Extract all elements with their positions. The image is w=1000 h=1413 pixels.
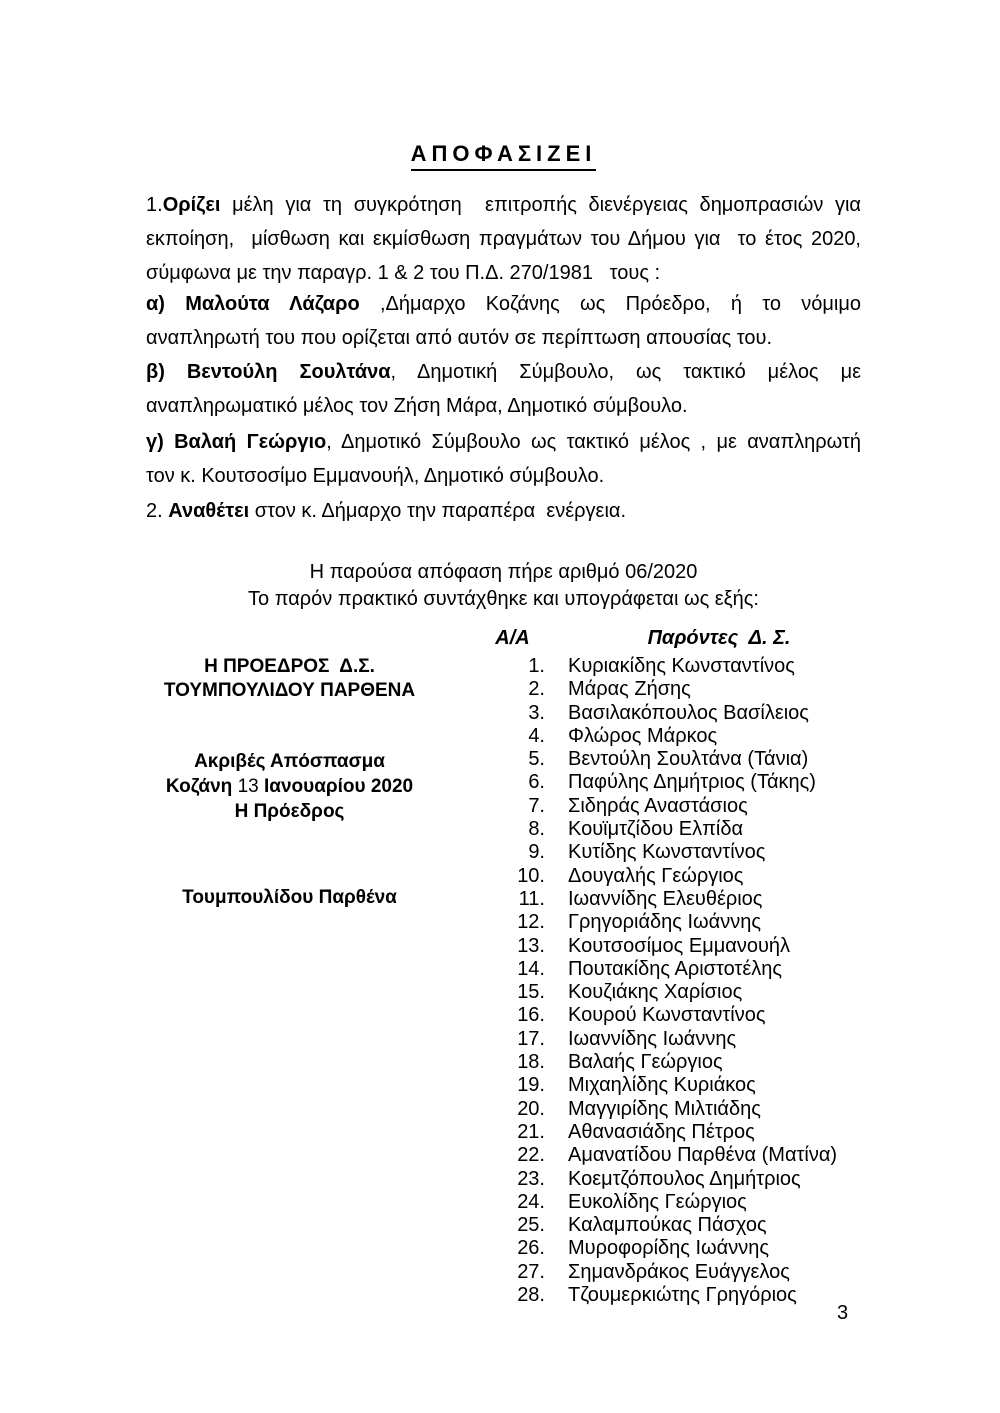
text-run: , Δημοτικό Σύμβουλο ως τακτικό μέλος , με αναπληρωτή <box>326 431 862 453</box>
decision-item-b <box>146 355 861 423</box>
attendance-row-name: Παφύλης Δημήτριος (Τάκης) <box>568 771 816 794</box>
president-label: Η Πρόεδρος <box>234 801 345 822</box>
minutes-signed-line: Το παρόν πρακτικό συντάχθηκε και υπογράφεται ως εξής: <box>248 588 759 610</box>
text-run: στον κ. Δήμαρχο την παραπέρα ενέργεια. <box>249 500 627 522</box>
decision-item-g <box>146 425 861 493</box>
attendance-row <box>480 678 870 701</box>
text-line <box>146 494 861 528</box>
attendance-row <box>480 1051 870 1074</box>
attendance-row <box>480 1168 870 1191</box>
text-line: σύμφωνα με την παραγρ. 1 & 2 του Π.Δ. 270/1981 τους : <box>146 262 661 284</box>
decision-item-a <box>146 287 861 355</box>
attendance-row-number: 14. <box>517 957 545 980</box>
attendance-row <box>480 771 870 794</box>
bold-name: α) Μαλούτα Λάζαρο <box>146 293 360 315</box>
attendance-row-number: 2. <box>528 678 545 701</box>
attendance-row-name: Μυροφορίδης Ιωάννης <box>568 1237 769 1260</box>
certify-label: Ακριβές Απόσπασμα <box>194 751 385 772</box>
attendance-row <box>480 1214 870 1237</box>
attendance-row-name: Ιωαννίδης Ιωάννης <box>568 1027 737 1050</box>
attendance-row-number: 4. <box>528 724 545 747</box>
text-line: αναπληρωτή του που ορίζεται από αυτόν σε περίπτωση απουσίας του. <box>146 327 773 349</box>
attendance-row <box>480 1261 870 1284</box>
attendance-row-name: Ιωαννίδης Ελευθέριος <box>568 887 763 910</box>
attendance-row-number: 10. <box>517 864 545 887</box>
president-heading-block <box>117 655 462 703</box>
attendance-row <box>480 818 870 841</box>
attendance-row-number: 8. <box>528 818 545 841</box>
attendance-row-name: Φλώρος Μάρκος <box>568 724 718 747</box>
attendance-row-number: 6. <box>528 771 545 794</box>
text-line: εκποίηση, μίσθωση και εκμίσθωση πραγμάτων του Δήμου για το έτος 2020, <box>146 228 861 250</box>
text-line <box>146 188 861 222</box>
attendance-row-number: 9. <box>528 841 545 864</box>
attendance-row-name: Κοεμτζόπουλος Δημήτριος <box>568 1167 801 1190</box>
attendance-row <box>480 1121 870 1144</box>
bold-keyword: Ορίζει <box>162 194 221 216</box>
attendance-row <box>480 702 870 725</box>
place-date-line <box>117 774 462 799</box>
attendance-row-number: 18. <box>517 1051 545 1074</box>
attendance-table <box>480 626 870 1307</box>
attendance-row-number: 26. <box>517 1237 545 1260</box>
attendance-row-number: 27. <box>517 1260 545 1283</box>
attendance-row-name: Σημανδράκος Ευάγγελος <box>568 1260 790 1283</box>
attendance-list <box>480 655 870 1307</box>
attendance-row <box>480 981 870 1004</box>
decision-number-line: Η παρούσα απόφαση πήρε αριθμό 06/2020 <box>309 561 698 583</box>
attendance-row <box>480 911 870 934</box>
attendance-row <box>480 725 870 748</box>
bold-name: γ) Βαλαή Γεώργιο <box>146 431 327 453</box>
attendance-row-name: Αμανατίδου Παρθένα (Ματίνα) <box>568 1144 838 1167</box>
text-line: αναπληρωματικό μέλος τον Ζήση Μάρα, Δημοτικό σύμβουλο. <box>146 395 688 417</box>
text-line <box>146 287 861 321</box>
attendance-row-number: 11. <box>518 887 545 910</box>
attendance-row-name: Βαλαής Γεώργιος <box>568 1051 723 1074</box>
attendance-row <box>480 935 870 958</box>
attendance-header-number: Α/Α <box>495 627 530 649</box>
president-title: Η ΠΡΟΕΔΡΟΣ Δ.Σ. <box>204 656 375 677</box>
text-line <box>146 355 861 389</box>
attendance-row-name: Κουρού Κωνσταντίνος <box>568 1004 766 1027</box>
decision-item-2 <box>146 494 861 528</box>
attendance-row <box>480 958 870 981</box>
attendance-row <box>480 888 870 911</box>
attendance-row-number: 25. <box>517 1214 545 1237</box>
attendance-row-name: Κουζιάκης Χαρίσιος <box>568 981 743 1004</box>
attendance-row <box>480 795 870 818</box>
item-number: 1. <box>146 194 163 216</box>
attendance-row-number: 17. <box>517 1027 545 1050</box>
attendance-row <box>480 655 870 678</box>
attendance-row-number: 1. <box>528 655 545 677</box>
attendance-row-number: 7. <box>528 794 545 817</box>
bold-keyword: Αναθέτει <box>168 500 250 522</box>
attendance-row-number: 16. <box>517 1004 545 1027</box>
text-line <box>146 425 861 459</box>
date-month-year: Ιανουαρίου 2020 <box>258 776 414 797</box>
attendance-row-name: Αθανασιάδης Πέτρος <box>568 1120 755 1143</box>
decision-item-1 <box>146 188 861 290</box>
attendance-row <box>480 1237 870 1260</box>
attendance-row-number: 3. <box>528 701 545 724</box>
attendance-row-name: Μαγγιρίδης Μιλτιάδης <box>568 1097 761 1120</box>
attendance-row-number: 22. <box>517 1144 545 1167</box>
attendance-row-name: Μάρας Ζήσης <box>568 678 691 701</box>
attendance-row-name: Κυτίδης Κωνσταντίνος <box>568 841 766 864</box>
attendance-row-number: 5. <box>528 748 545 771</box>
closing-statement <box>146 559 861 613</box>
attendance-row-number: 24. <box>517 1190 545 1213</box>
attendance-row <box>480 865 870 888</box>
attendance-row-name: Καλαμπούκας Πάσχος <box>568 1214 767 1237</box>
attendance-row-number: 23. <box>517 1167 545 1190</box>
page-number: 3 <box>836 1302 849 1324</box>
attendance-row <box>480 1098 870 1121</box>
attendance-row-name: Κουτσοσίμος Εμμανουήλ <box>568 934 791 957</box>
bold-name: β) Βεντούλη Σουλτάνα <box>146 361 391 383</box>
attendance-row-name: Γρηγοριάδης Ιωάννης <box>568 911 761 934</box>
attendance-row-name: Βασιλακόπουλος Βασίλειος <box>568 701 809 724</box>
attendance-row-name: Κυριακίδης Κωνσταντίνος <box>568 655 795 677</box>
attendance-row <box>480 1284 870 1307</box>
date-day: 13 <box>237 776 259 797</box>
signature-name: Τουμπουλίδου Παρθένα <box>182 887 397 908</box>
text-run: ,Δήμαρχο Κοζάνης ως Πρόεδρο, ή το νόμιμο <box>359 293 861 315</box>
attendance-row-name: Πουτακίδης Αριστοτέλης <box>568 957 783 980</box>
attendance-row <box>480 1028 870 1051</box>
item-number: 2. <box>146 500 169 522</box>
attendance-header <box>480 626 870 650</box>
attendance-header-names: Παρόντες Δ. Σ. <box>647 627 791 649</box>
attendance-row <box>480 748 870 771</box>
attendance-row-name: Μιχαηλίδης Κυριάκος <box>568 1074 756 1097</box>
signature-name-block <box>117 886 462 910</box>
attendance-row-name: Τζουμερκιώτης Γρηγόριος <box>568 1284 797 1307</box>
attendance-row-number: 15. <box>517 981 545 1004</box>
attendance-row-name: Δουγαλής Γεώργιος <box>568 864 744 887</box>
attendance-row-number: 21. <box>517 1120 545 1143</box>
page-title-text: ΑΠΟΦΑΣΙΖΕΙ <box>411 141 597 171</box>
place-label: Κοζάνη <box>165 776 238 797</box>
certification-block <box>117 749 462 824</box>
attendance-row-number: 13. <box>517 934 545 957</box>
attendance-row <box>480 1144 870 1167</box>
attendance-row <box>480 841 870 864</box>
attendance-row-number: 20. <box>517 1097 545 1120</box>
text-run: , Δημοτική Σύμβουλο, ως τακτικό μέλος με <box>390 361 862 383</box>
attendance-row-number: 28. <box>517 1284 545 1307</box>
page-title <box>146 141 861 171</box>
attendance-row-name: Βεντούλη Σουλτάνα (Τάνια) <box>568 748 809 771</box>
attendance-row <box>480 1004 870 1027</box>
text-line: τον κ. Κουτσοσίμο Εμμανουήλ, Δημοτικό σύμβουλο. <box>146 465 605 487</box>
attendance-row <box>480 1191 870 1214</box>
attendance-row-number: 19. <box>517 1074 545 1097</box>
attendance-row-number: 12. <box>517 911 545 934</box>
attendance-row-name: Κουϊμτζίδου Ελπίδα <box>568 818 744 841</box>
attendance-row <box>480 1074 870 1097</box>
attendance-row-name: Σιδηράς Αναστάσιος <box>568 794 748 817</box>
attendance-row-name: Ευκολίδης Γεώργιος <box>568 1190 747 1213</box>
text-run: μέλη για τη συγκρότηση επιτροπής διενέργειας δημοπρασιών για <box>220 194 861 216</box>
president-name: ΤΟΥΜΠΟΥΛΙΔΟΥ ΠΑΡΘΕΝΑ <box>163 680 416 701</box>
